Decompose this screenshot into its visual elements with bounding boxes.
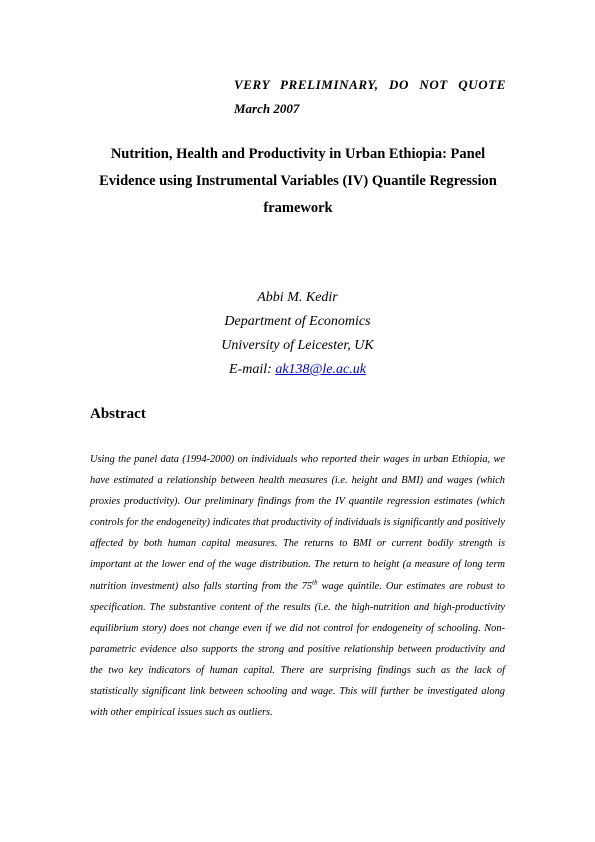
paper-title: Nutrition, Health and Productivity in Urban Ethiopia: Panel Evidence using Instrumental Variables (IV) Quantile Regression framework [99, 146, 497, 216]
author-block [150, 286, 445, 382]
abstract-body [90, 449, 505, 723]
email-link[interactable]: ak138@le.ac.uk [275, 362, 366, 377]
preliminary-notice [234, 73, 506, 121]
ordinal-superscript: th [312, 578, 318, 587]
author-department: Department of Economics [224, 314, 371, 329]
abstract-heading: Abstract [90, 406, 146, 422]
author-email-line [150, 358, 445, 382]
email-label: E-mail: [229, 362, 276, 377]
author-name: Abbi M. Kedir [257, 290, 338, 305]
abstract-text-part2: wage quintile. Our estimates are robust to specification. The substantive content of the results (i.e. the high-nutrition and high-productivity equilibrium story) does not change even if we did not control for endogeneity of schooling. Non-parametric evidence also supports the strong and positive relationship between productivity and the two key indicators of human capital. There are surprising findings such as the lack of statistically significant link between schooling and wage. This will further be investigated along with other empirical issues such as outliers. [90, 580, 505, 719]
abstract-text-part1: Using the panel data (1994-2000) on individuals who reported their wages in urban Ethiopia, we have estimated a relationship between health measures (i.e. height and BMI) and wages (which proxies productivity). Our preliminary findings from the IV quantile regression estimates (which controls for the endogeneity) indicates that productivity of individuals is significantly and positively affected by both human capital measures. The returns to BMI or current bodily strength is important at the lower end of the wage distribution. The return to height (a measure of long term nutrition investment) also falls starting from the 75 [90, 454, 505, 592]
author-university: University of Leicester, UK [221, 338, 374, 353]
do-not-quote-notice: VERY PRELIMINARY, DO NOT QUOTE [234, 77, 506, 92]
publication-date: March 2007 [234, 101, 300, 116]
